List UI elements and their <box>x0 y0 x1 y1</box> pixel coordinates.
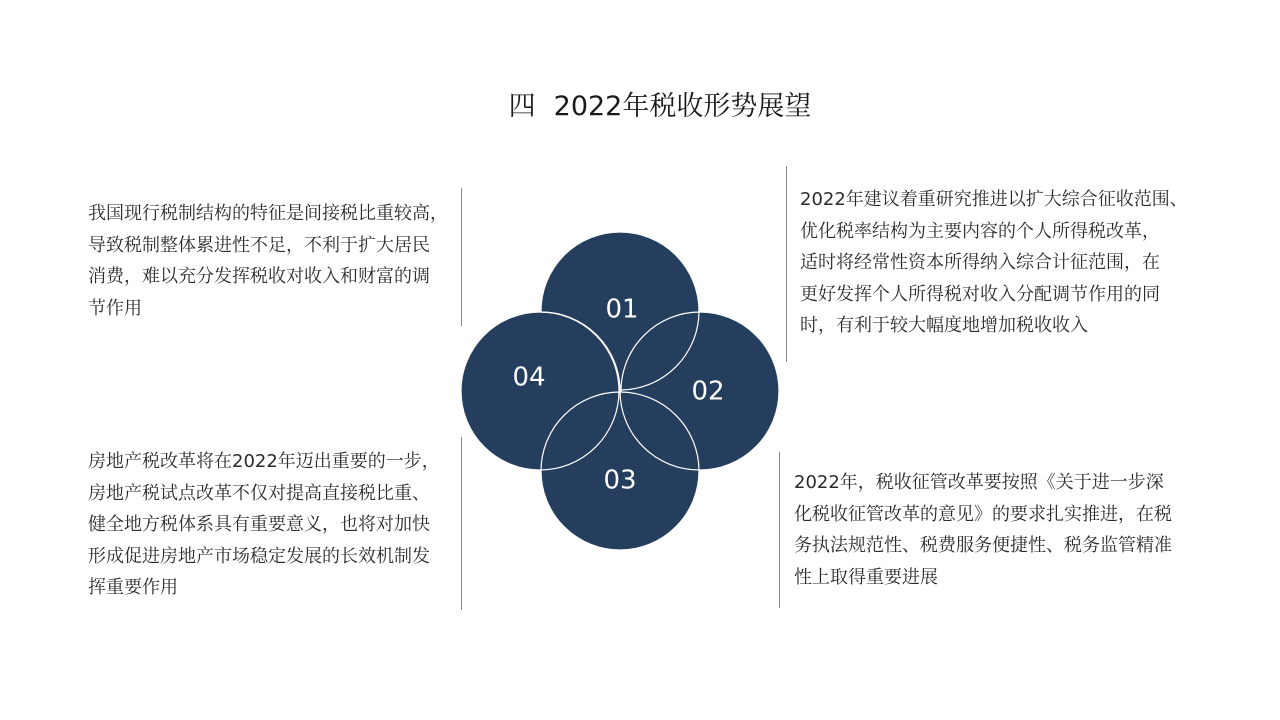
text-block-top-left <box>88 198 460 324</box>
text-line: 时，有利于较大幅度地增加税收收入 <box>800 315 1088 336</box>
text-block-bottom-left <box>88 446 460 604</box>
text-line: 消费，难以充分发挥税收对收入和财富的调 <box>88 266 430 287</box>
text-line: 我国现行税制结构的特征是间接税比重较高， <box>88 203 448 224</box>
text-block-bottom-right <box>794 467 1194 593</box>
petal-label-01: 01 <box>605 294 639 325</box>
text-line: 挥重要作用 <box>88 577 178 598</box>
text-line: 务执法规范性、税费服务便捷性、税务监管精准 <box>794 535 1172 556</box>
text-line: 健全地方税体系具有重要意义，也将对加快 <box>88 514 430 535</box>
page-title <box>0 84 1280 123</box>
text-line: 优化税率结构为主要内容的个人所得税改革， <box>800 220 1160 242</box>
petal-label-04: 04 <box>512 362 546 393</box>
text-line: 房地产税试点改革不仅对提高直接税比重、 <box>88 482 430 504</box>
text-line: 导致税制整体累进性不足，不利于扩大居民 <box>88 234 430 256</box>
text-line: 2022年，税收征管改革要按照《关于进一步深 <box>794 472 1164 493</box>
petal-label-02: 02 <box>691 376 725 407</box>
text-line: 形成促进房地产市场稳定发展的长效机制发 <box>88 545 430 567</box>
text-line: 化税收征管改革的意见》的要求扎实推进，在税 <box>794 503 1172 525</box>
text-line: 更好发挥个人所得税对收入分配调节作用的同 <box>800 283 1160 305</box>
text-line: 节作用 <box>88 297 142 319</box>
text-line: 性上取得重要进展 <box>794 566 938 588</box>
text-line: 适时将经常性资本所得纳入综合计征范围，在 <box>800 252 1160 273</box>
divider-top-right <box>786 166 787 362</box>
text-line: 房地产税改革将在2022年迈出重要的一步， <box>88 451 440 472</box>
petal-label-03: 03 <box>603 465 637 496</box>
section-title-text: 2022年税收形势展望 <box>553 91 812 122</box>
text-block-top-right <box>800 184 1200 342</box>
text-line: 2022年建议着重研究推进以扩大综合征收范围、 <box>800 189 1188 210</box>
section-number: 四 <box>508 91 536 122</box>
four-petal-diagram <box>460 230 782 552</box>
